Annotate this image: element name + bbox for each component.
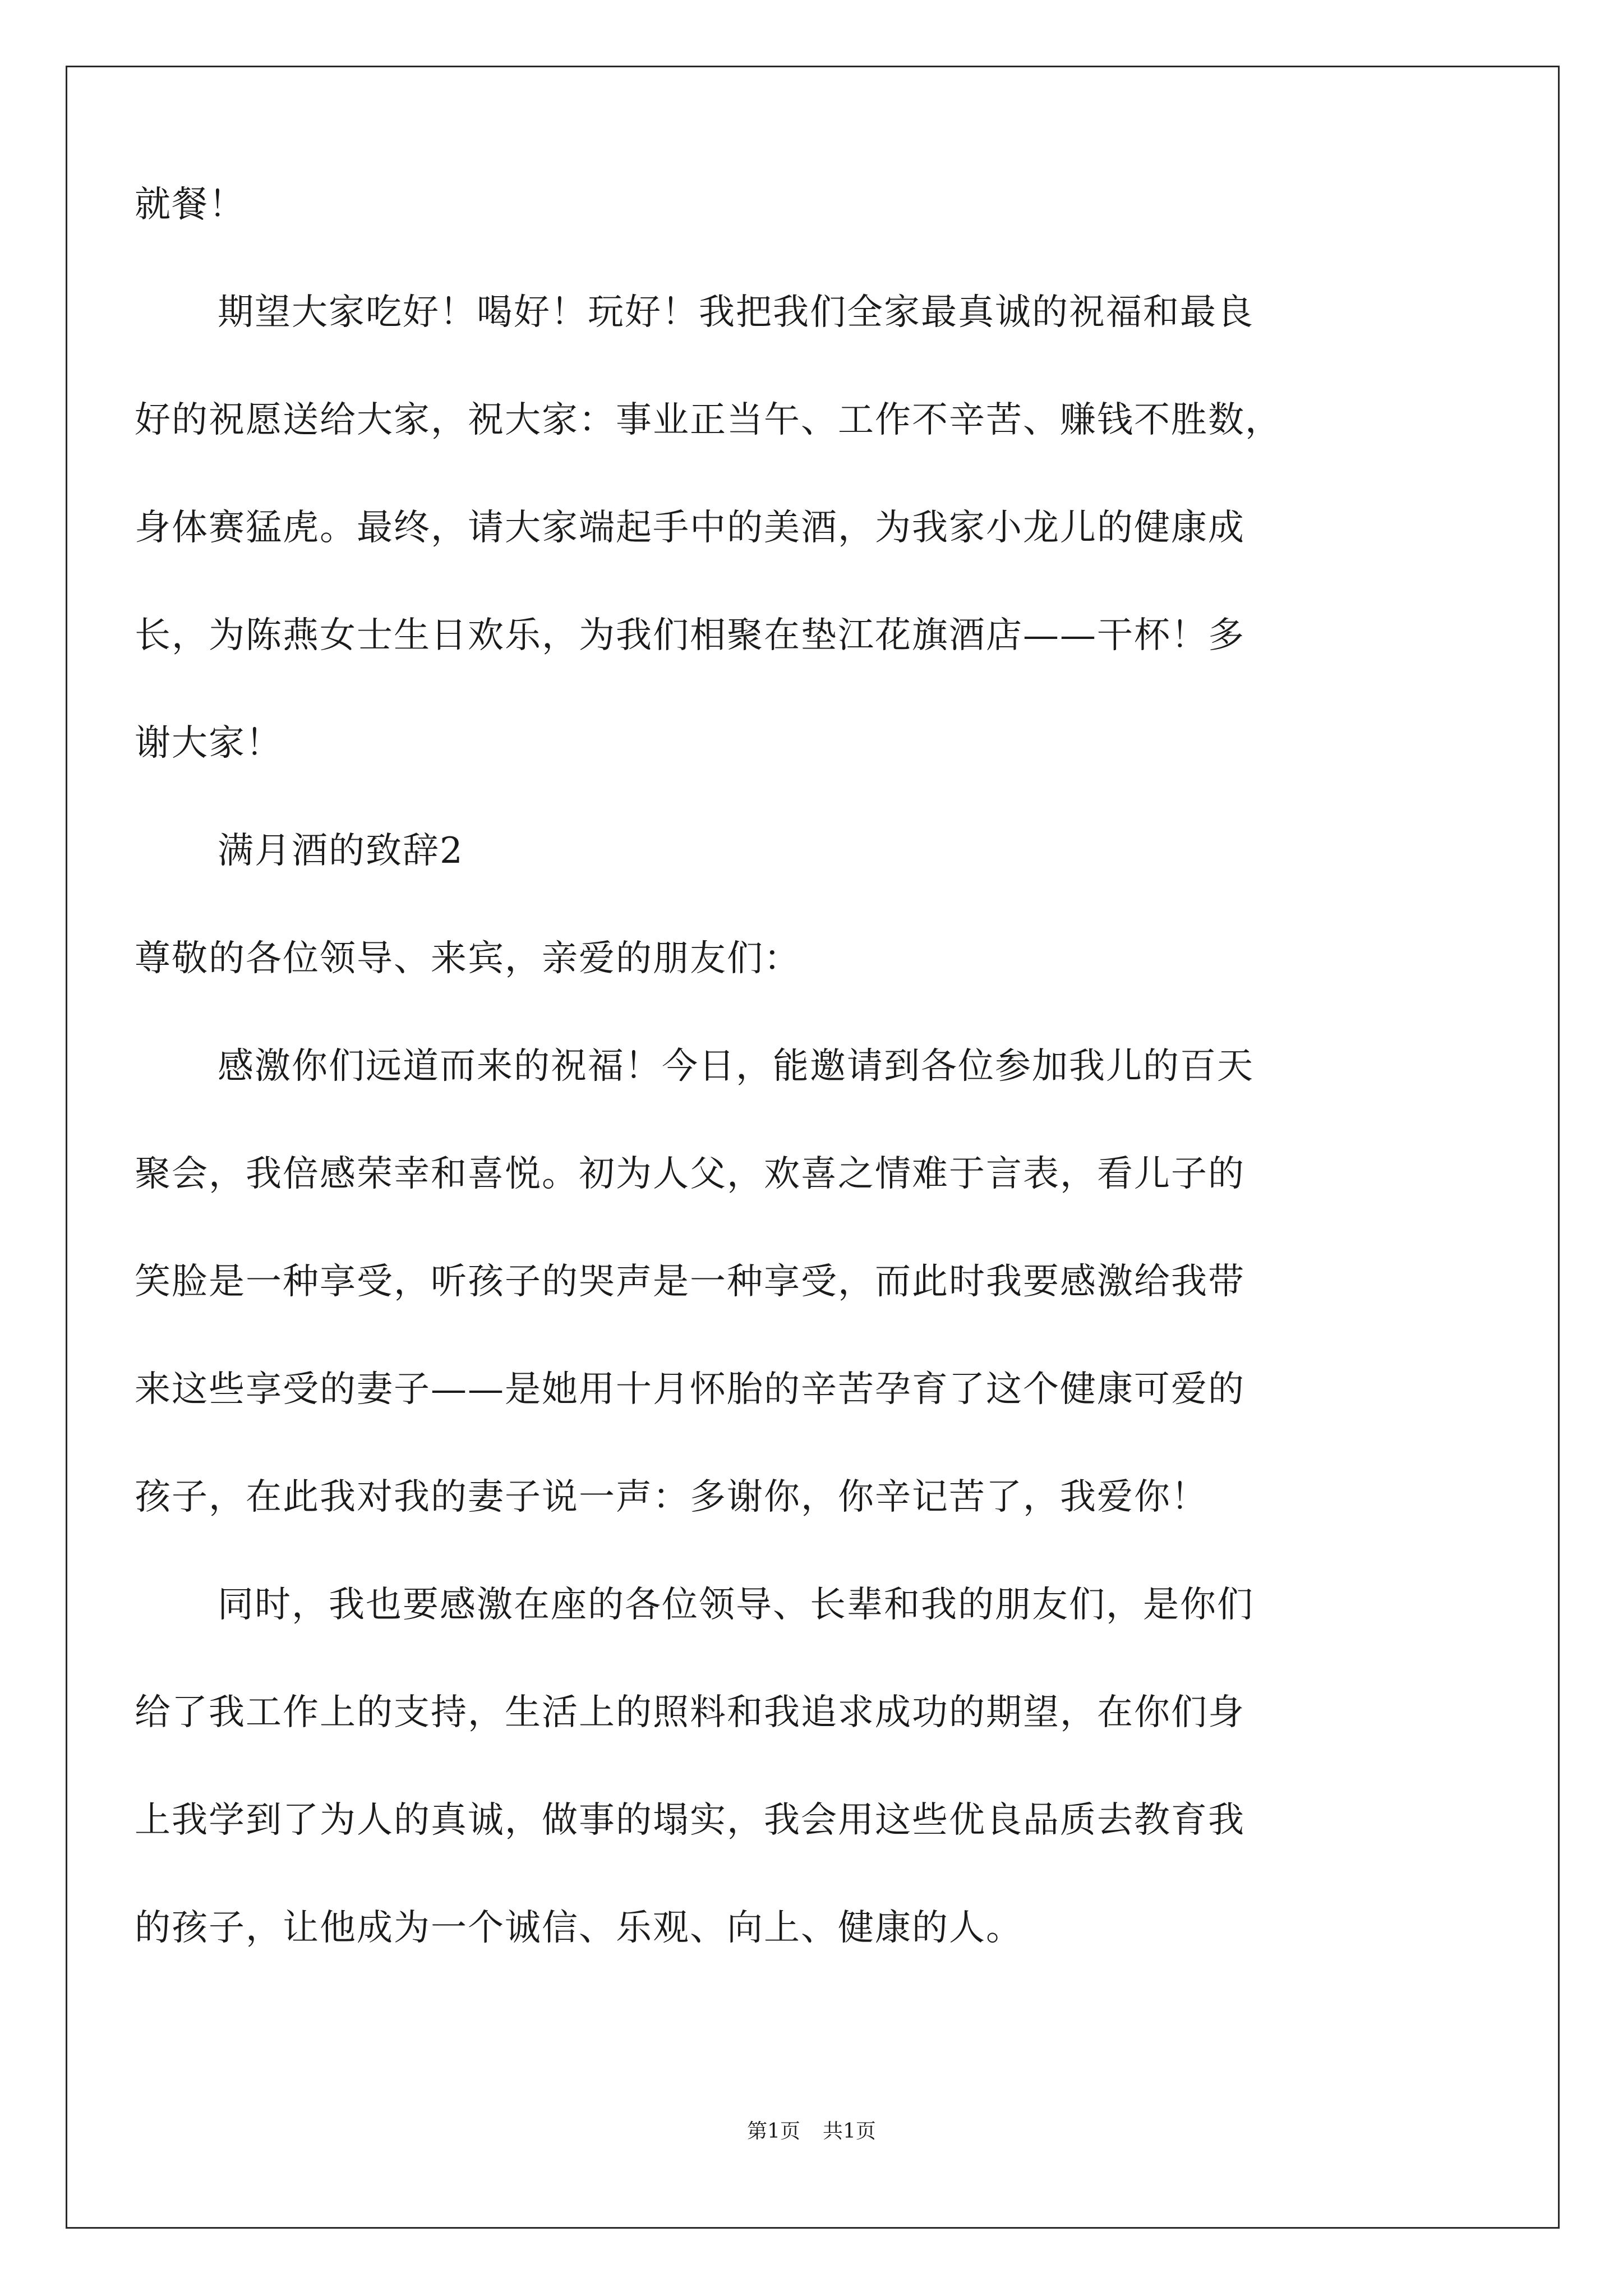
text-line: 期望大家吃好！喝好！玩好！我把我们全家最真诚的祝福和最良 bbox=[218, 292, 1254, 333]
text-line: 的孩子，让他成为一个诚信、乐观、向上、健康的人。 bbox=[135, 1907, 1023, 1949]
page-total: 共1页 bbox=[823, 2120, 876, 2143]
text-line: 长，为陈燕女士生日欢乐，为我们相聚在垫江花旗酒店——干杯！多 bbox=[135, 615, 1245, 656]
text-line: 来这些享受的妻子——是她用十月怀胎的辛苦孕育了这个健康可爱的 bbox=[135, 1369, 1245, 1410]
salutation: 尊敬的各位领导、来宾，亲爱的朋友们： bbox=[135, 938, 801, 979]
text-line: 孩子，在此我对我的妻子说一声：多谢你，你辛记苦了，我爱你！ bbox=[135, 1476, 1208, 1518]
text-line: 同时，我也要感激在座的各位领导、长辈和我的朋友们，是你们 bbox=[218, 1584, 1254, 1626]
text-line: 上我学到了为人的真诚，做事的塌实，我会用这些优良品质去教育我 bbox=[135, 1800, 1245, 1841]
section-heading: 满月酒的致辞2 bbox=[218, 830, 464, 872]
page-number: 第1页 bbox=[747, 2120, 800, 2143]
text-line: 感激你们远道而来的祝福！今日，能邀请到各位参加我儿的百天 bbox=[218, 1046, 1254, 1087]
page-footer bbox=[0, 2118, 1623, 2146]
text-line: 就餐！ bbox=[135, 184, 246, 226]
text-line: 给了我工作上的支持，生活上的照料和我追求成功的期望，在你们身 bbox=[135, 1692, 1245, 1733]
text-line: 笑脸是一种享受，听孩子的哭声是一种享受，而此时我要感激给我带 bbox=[135, 1261, 1245, 1303]
text-line: 好的祝愿送给大家，祝大家：事业正当午、工作不辛苦、赚钱不胜数， bbox=[135, 399, 1282, 441]
text-line: 谢大家！ bbox=[135, 723, 283, 764]
text-line: 聚会，我倍感荣幸和喜悦。初为人父，欢喜之情难于言表，看儿子的 bbox=[135, 1153, 1245, 1195]
text-line: 身体赛猛虎。最终，请大家端起手中的美酒，为我家小龙儿的健康成 bbox=[135, 507, 1245, 549]
